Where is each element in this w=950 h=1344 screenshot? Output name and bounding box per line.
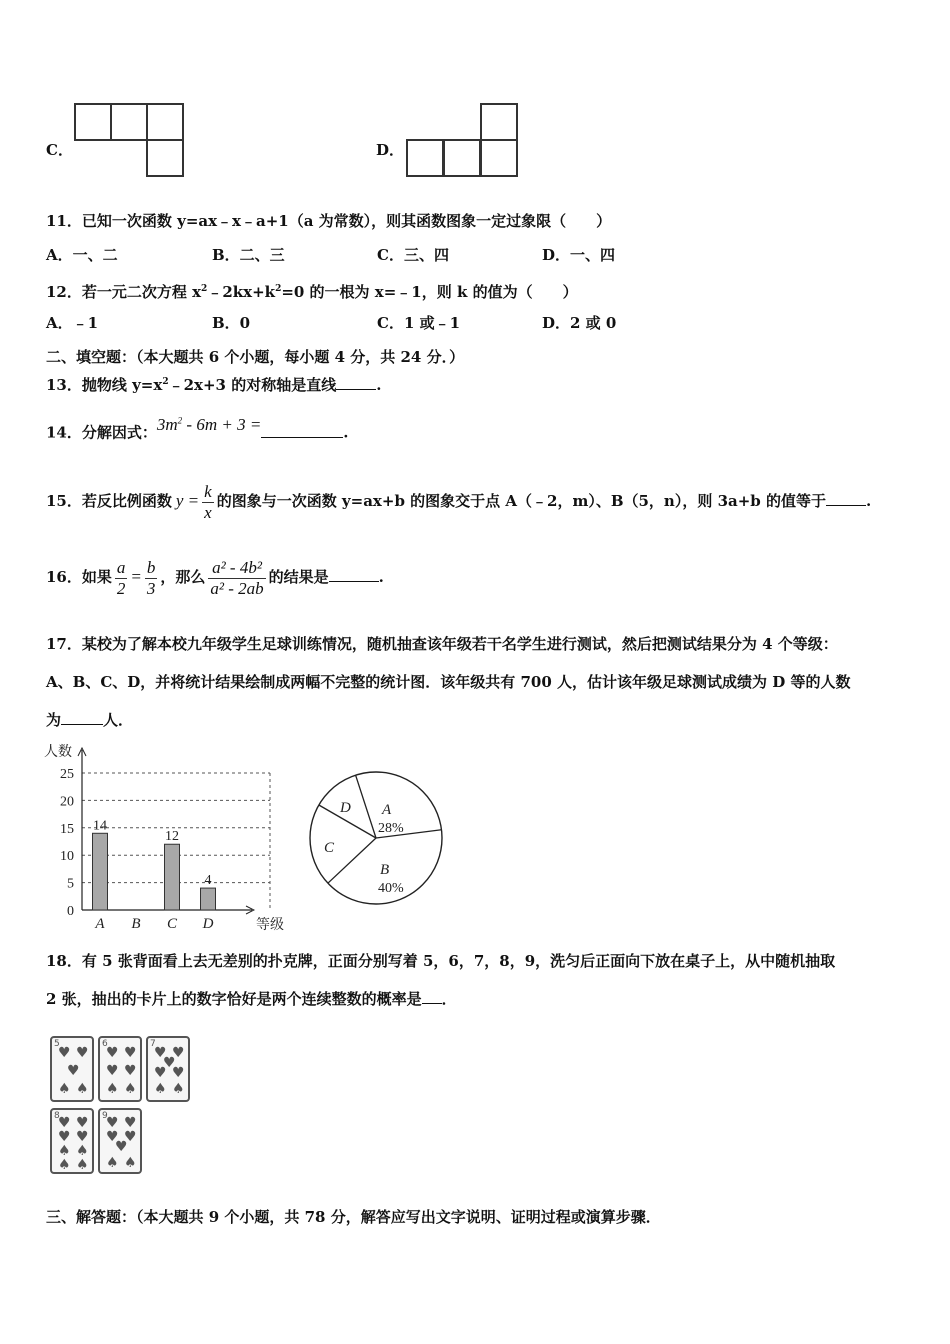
bar [165,844,180,910]
question-18-line-1: 18．有 5 张背面看上去无差别的扑克牌，正面分别写着 5，6，7，8，9，洗匀后正面向下放在桌子上，从中随机抽取 [46,952,836,970]
playing-card: 7 ♥ ♥ ♥ ♥ ♥ ♠ ♠ [146,1036,190,1102]
q12-option-a: A．﹣1 [46,314,99,332]
option-d-label: D． [376,141,405,159]
pie-percent-a: 28% [378,821,404,836]
bar-data-label: 14 [93,818,107,834]
q12-option-b: B．0 [212,314,251,332]
answer-blank[interactable] [261,423,343,438]
y-axis-title: 人数 [44,745,72,760]
pie-chart [300,770,450,910]
question-17-line-2: A、B、C、D，并将统计结果绘制成两幅不完整的统计图．该年级共有 700 人，估计该年级足球测试成绩为 D 等的人数 [46,673,851,691]
question-14: 14．分解因式：$3m^2 - 6m + 3$ = . [46,414,349,442]
answer-blank[interactable] [61,710,103,725]
q11-option-c: C．三、四 [377,246,449,264]
answer-blank[interactable] [422,989,442,1004]
pie-label-d: D [340,800,351,816]
playing-card: 8 ♥ ♥ ♥ ♥ ♠ ♠ ♠ ♠ [50,1108,94,1174]
playing-card: 9 ♥ ♥ ♥ ♥ ♥ ♠ ♠ [98,1108,142,1174]
question-15: 15．若反比例函数 y = $\frac{k}{x}$ 的图象与一次函数 y=ax+b 的图象交于点 A（﹣2，m）、B（5，n），则 3a+b 的值等于 . [46,481,872,522]
question-18-line-2: 2 张，抽出的卡片上的数字恰好是两个连续整数的概率是 ． [46,990,457,1008]
question-17-line-1: 17．某校为了解本校九年级学生足球训练情况，随机抽查该年级若干名学生进行测试，然后把测试结果分为 4 个等级： [46,635,838,653]
section-3-heading: 三、解答题：（本大题共 9 个小题，共 78 分，解答应写出文字说明、证明过程或演算步骤． [46,1208,661,1226]
answer-blank[interactable] [329,567,379,582]
answer-blank[interactable] [336,375,376,390]
bar [201,888,216,910]
bar-data-label: 4 [204,873,212,889]
q11-option-b: B．二、三 [212,246,285,264]
x-tick-label: D [202,916,214,932]
question-12-stem: 12．若一元二次方程 $x^2﹣2kx+k^2=0$ 的一根为 x=﹣1，则 k 的值为（ ） [46,283,578,301]
question-11-stem: 11．已知一次函数 y=ax﹣x﹣a+1（a 为常数），则其函数图象一定过象限（ ） [46,212,612,230]
option-c-label: C． [46,141,73,159]
section-2-heading: 二、填空题：（本大题共 6 个小题，每小题 4 分，共 24 分．） [46,348,465,366]
pie-label-a: A [382,802,392,818]
pie-label-c: C [324,840,335,856]
y-tick-label: 5 [67,876,74,892]
y-tick-label: 0 [67,904,74,919]
q11-option-a: A．一、二 [46,246,118,264]
bar-chart [40,740,302,935]
x-tick-label: A [95,916,105,932]
y-tick-label: 15 [60,821,74,837]
q12-option-c: C．1 或﹣1 [377,314,461,332]
question-17-line-3: 为 人． [46,711,134,729]
playing-card: 5 ♥ ♥ ♥ ♠ ♠ [50,1036,94,1102]
pie-percent-b: 40% [378,881,404,896]
question-13: 13．抛物线 $y=x^2﹣2x+3$ 的对称轴是直线 . [46,376,382,394]
playing-card: 6 ♥ ♥ ♥ ♥ ♠ ♠ [98,1036,142,1102]
y-tick-label: 25 [60,767,74,782]
answer-blank[interactable] [826,491,866,506]
pie-label-b: B [380,862,390,878]
question-16: 16．如果 $\frac{a}{2}$ = $\frac{b}{3}$ ，那么 $\frac{\text{a² - 4b²}}{\text{a² - 2ab}}$ 的结果是 . [46,557,384,598]
x-tick-label: C [166,916,178,932]
x-tick-label: B [131,916,141,932]
y-tick-label: 20 [60,794,74,810]
x-axis-title: 等级 [256,918,284,933]
q12-option-d: D．2 或 0 [542,314,617,332]
bar-data-label: 12 [165,829,179,845]
y-tick-label: 10 [60,849,74,865]
bar [93,833,108,910]
q11-option-d: D．一、四 [542,246,616,264]
